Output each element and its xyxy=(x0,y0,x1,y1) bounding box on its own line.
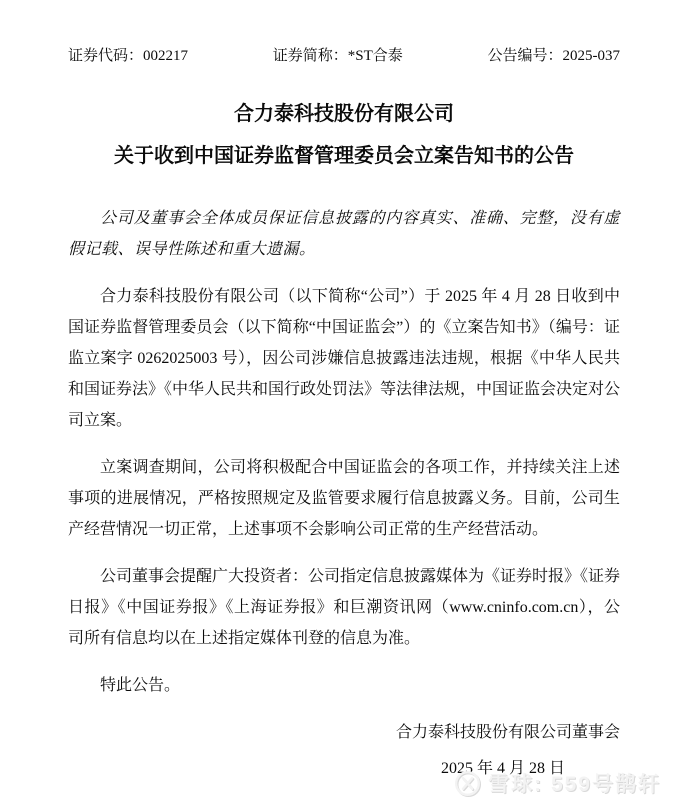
document-header-row xyxy=(68,46,620,67)
date-line: 2025 年 4 月 28 日 xyxy=(440,760,565,777)
xueqiu-logo-icon xyxy=(454,770,481,797)
company-name-title: 合力泰科技股份有限公司 xyxy=(234,103,454,125)
board-disclaimer-paragraph: 公司及董事会全体成员保证信息披露的内容真实、准确、完整，没有虚假记载、误导性陈述和重大遗漏。 xyxy=(68,210,620,258)
announcement-title: 关于收到中国证券监督管理委员会立案告知书的公告 xyxy=(114,145,574,167)
stock-code: 证券代码：002217 xyxy=(68,48,189,64)
watermark-text: 雪球: 559号鹊轩 xyxy=(488,773,661,796)
announcement-number: 公告编号：2025-037 xyxy=(487,48,620,64)
xueqiu-watermark xyxy=(454,768,661,798)
body-paragraph-2: 立案调查期间，公司将积极配合中国证监会的各项工作，并持续关注上述事项的进展情况，严格按照规定及监管要求履行信息披露义务。目前，公司生产经营情况一切正常，上述事项不会影响公司正常的生产经营活动。 xyxy=(68,459,620,538)
closing-line: 特此公告。 xyxy=(100,677,181,694)
body-paragraph-3: 公司董事会提醒广大投资者：公司指定信息披露媒体为《证券时报》《证券日报》《中国证券报》《上海证券报》和巨潮资讯网（www.cninfo.com.cn），公司所有信息均以在上述指定媒体刊登的信息为准。 xyxy=(68,568,621,647)
body-paragraph-1: 合力泰科技股份有限公司（以下简称“公司”）于 2025 年 4 月 28 日收到中国证券监督管理委员会（以下简称“中国证监会”）的《立案告知书》（编号：证监立案字 0262025003 号），因公司涉嫌信息披露违法违规，根据《中华人民共和国证券法》《中华人民共和国行政处罚法》等法律法规，中国证监会决定对公司立案。 xyxy=(68,288,621,429)
stock-abbreviation: 证券简称：*ST合泰 xyxy=(272,48,403,64)
signature-line: 合力泰科技股份有限公司董事会 xyxy=(395,724,620,741)
